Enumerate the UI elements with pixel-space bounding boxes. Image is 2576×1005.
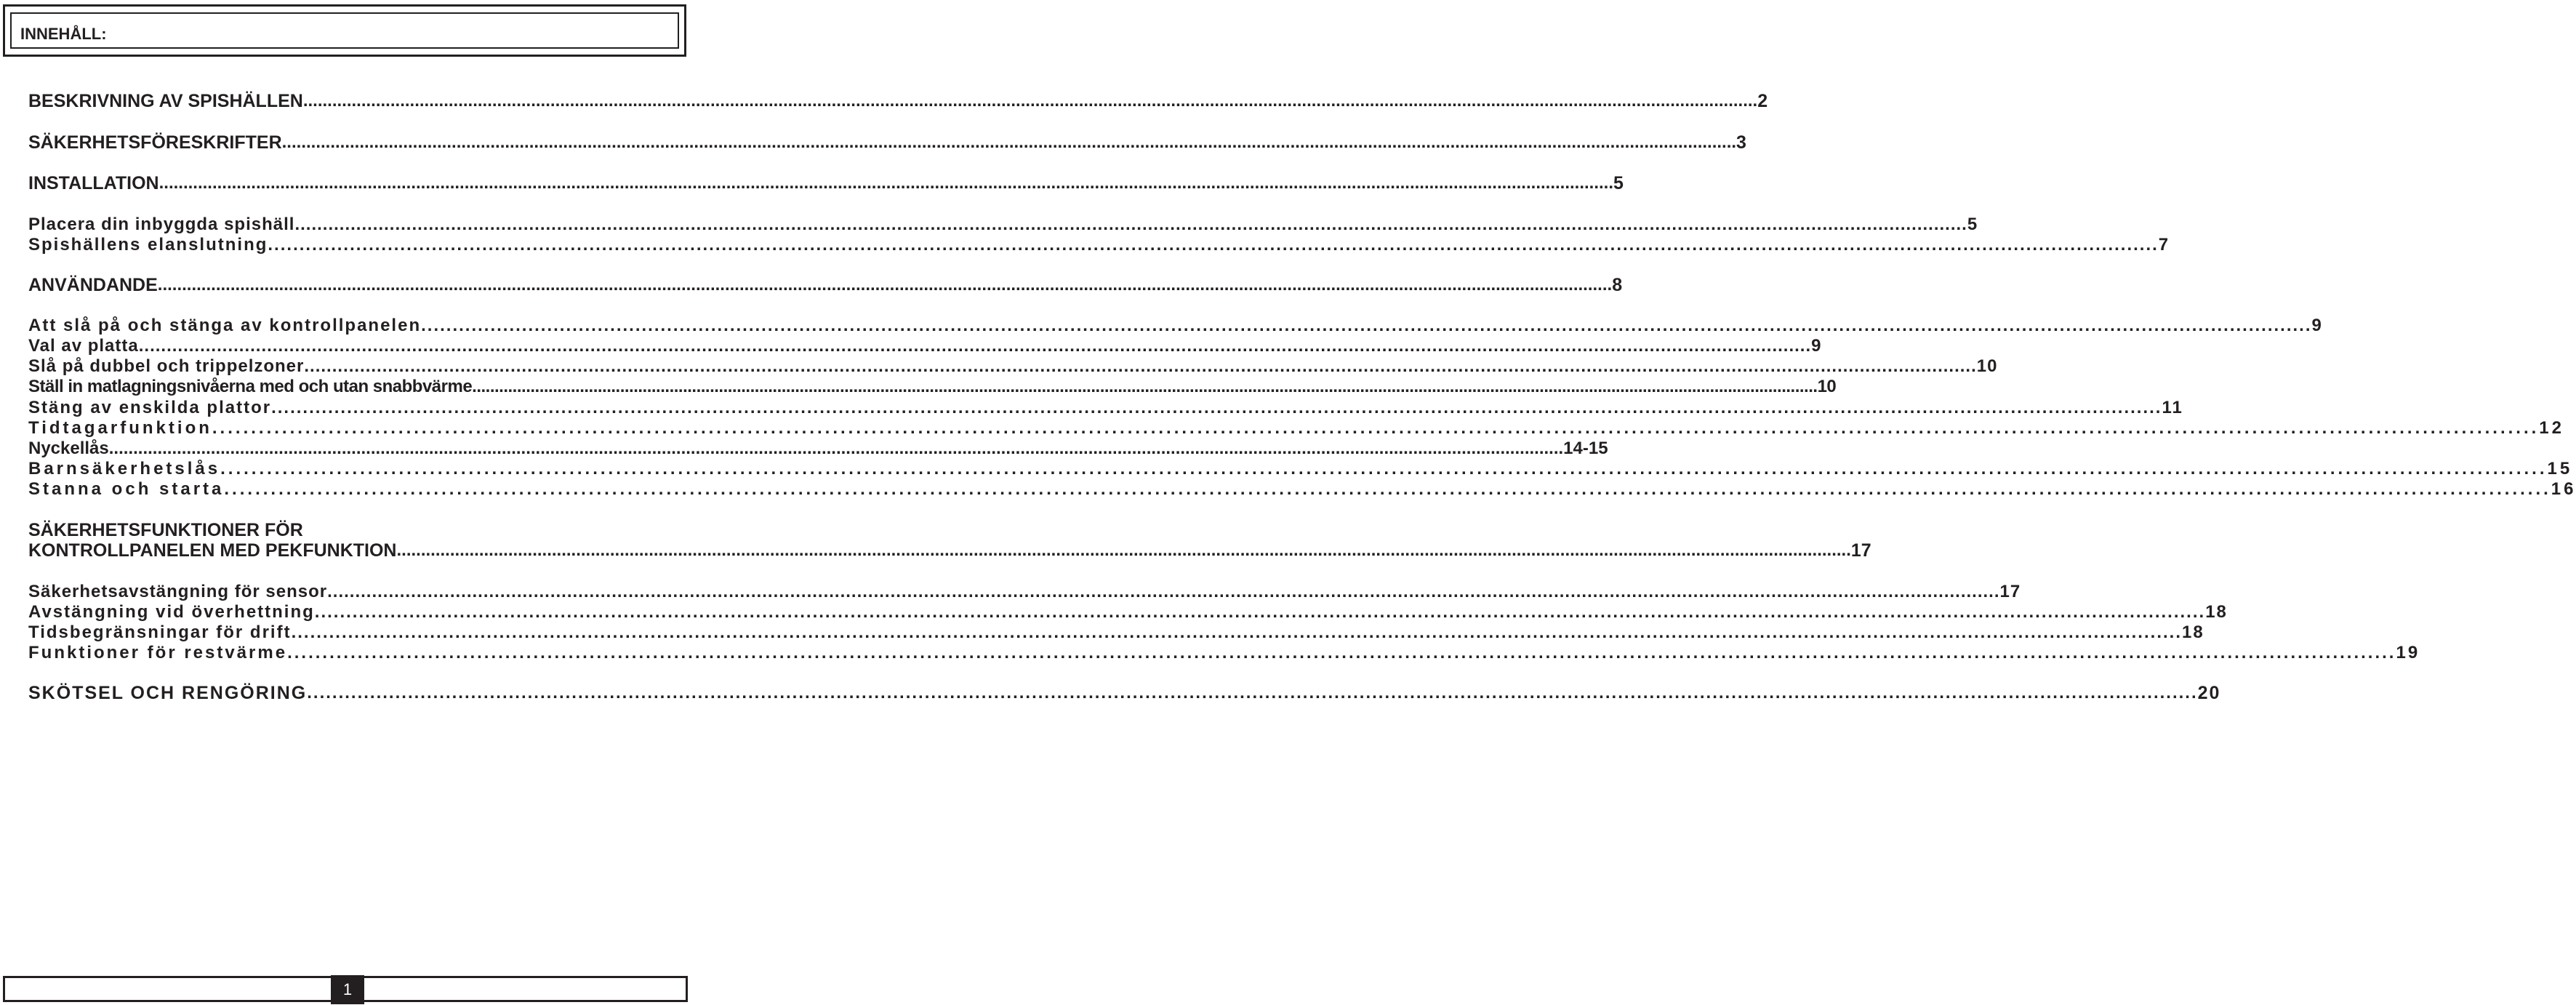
toc-entry[interactable] [28, 417, 2564, 438]
toc-leader: ............................................................................................................................................................................................................................................................................................................ [281, 132, 1737, 152]
toc-entry-page: 16 [2551, 479, 2576, 499]
toc-entry-title: SÄKERHETSFÖRESKRIFTER [28, 132, 282, 153]
toc-leader: ............................................................................................................................................................................................................................................................................................................ [271, 398, 2162, 417]
toc-entry-title: Tidtagarfunktion [28, 418, 212, 438]
toc-entry-page: 10 [1976, 356, 1998, 376]
toc-leader: ............................................................................................................................................................................................................................................................................................................ [304, 356, 1977, 376]
toc-entry[interactable] [28, 90, 1768, 111]
toc-entry-title: Funktioner för restvärme [28, 643, 288, 662]
toc-entry-page: 19 [2396, 643, 2420, 662]
toc-header-frame [3, 4, 686, 57]
toc-entry[interactable] [28, 132, 1746, 153]
toc-entry-page: 7 [2158, 235, 2170, 255]
toc-entry-title: Tidsbegränsningar för drift [28, 622, 292, 642]
toc-entry-title: Spishällens elanslutning [28, 235, 268, 255]
toc-entry-page: 14-15 [1563, 439, 1608, 458]
toc-entry[interactable] [28, 642, 2420, 662]
toc-leader: ............................................................................................................................................................................................................................................................................................................ [212, 418, 2540, 438]
toc-entry-title: KONTROLLPANELEN MED PEKFUNKTION [28, 540, 397, 561]
toc-section-heading [28, 519, 694, 540]
toc-entry-page: 2 [1757, 91, 1768, 111]
toc-entry-title: Val av platta [28, 336, 139, 356]
toc-entry-title: Stäng av enskilda plattor [28, 398, 272, 417]
toc-heading: INNEHÅLL: [20, 25, 107, 43]
toc-entry[interactable] [28, 540, 1871, 561]
toc-entry[interactable] [28, 479, 2576, 499]
toc-header-inner-frame [10, 12, 679, 49]
toc-leader: ............................................................................................................................................................................................................................................................................................................ [268, 235, 2159, 255]
toc-entry-title: Stanna och starta [28, 479, 225, 499]
toc-leader: ............................................................................................................................................................................................................................................................................................................ [157, 275, 1613, 295]
toc-leader: ............................................................................................................................................................................................................................................................................................................ [159, 173, 1613, 193]
toc-entry[interactable] [28, 234, 2170, 255]
toc-entry[interactable] [28, 438, 1608, 458]
toc-entry-title: Ställ in matlagningsnivåerna med och utan snabbvärme [28, 377, 473, 396]
toc-leader: ............................................................................................................................................................................................................................................................................................................ [294, 215, 1967, 234]
toc-entry-title: SKÖTSEL OCH RENGÖRING [28, 683, 308, 703]
toc-entry-page: 15 [2547, 459, 2573, 479]
toc-entry-title: Säkerhetsavstängning för sensor [28, 582, 328, 601]
toc-entry-title: Slå på dubbel och trippelzoner [28, 356, 305, 376]
toc-leader: ............................................................................................................................................................................................................................................................................................................ [396, 540, 1851, 560]
toc-entry-page: 5 [1613, 173, 1624, 193]
toc-entry-page: 9 [1811, 336, 1822, 356]
toc-entry[interactable] [28, 622, 2204, 642]
toc-entry[interactable] [28, 397, 2183, 417]
toc-entry-title: ANVÄNDANDE [28, 275, 158, 295]
toc-entry-page: 18 [2205, 602, 2228, 622]
toc-entry-page: 20 [2197, 683, 2221, 703]
toc-entry-page: 8 [1612, 275, 1623, 295]
toc-leader: ............................................................................................................................................................................................................................................................................................................ [108, 439, 1564, 458]
toc-entry-page: 11 [2162, 398, 2183, 417]
toc-entry-page: 18 [2181, 622, 2204, 642]
page-number: 1 [331, 975, 364, 1004]
toc-entry-page: 3 [1736, 132, 1746, 153]
toc-entry[interactable] [28, 214, 1978, 234]
toc-entry-page: 17 [1999, 582, 2021, 601]
toc-entry[interactable] [28, 601, 2228, 622]
toc-entry-page: 10 [1817, 377, 1837, 396]
toc-entry-title: Nyckellås [28, 439, 109, 458]
toc-entry-title: INSTALLATION [28, 173, 159, 193]
toc-entry[interactable] [28, 458, 2573, 479]
toc-leader: ............................................................................................................................................................................................................................................................................................................ [287, 643, 2396, 662]
toc-entry[interactable] [28, 172, 1624, 193]
toc-entry-page: 9 [2311, 316, 2323, 335]
toc-entry[interactable] [28, 274, 1623, 295]
toc-leader: ............................................................................................................................................................................................................................................................................................................ [314, 602, 2206, 622]
toc-leader: ............................................................................................................................................................................................................................................................................................................ [138, 336, 1812, 356]
toc-entry-page: 5 [1967, 215, 1978, 234]
toc-entry-title: BESKRIVNING AV SPISHÄLLEN [28, 91, 303, 111]
toc-entry[interactable] [28, 335, 1822, 356]
toc-entry-title: Placera din inbyggda spishäll [28, 215, 295, 234]
toc-leader: ............................................................................................................................................................................................................................................................................................................ [302, 91, 1758, 111]
toc-entry-title: SÄKERHETSFUNKTIONER FÖR [28, 520, 303, 540]
toc-entry-title: Avstängning vid överhettning [28, 602, 315, 622]
toc-entry-page: 12 [2539, 418, 2564, 438]
toc-entry-title: Barnsäkerhetslås [28, 459, 221, 479]
toc-entry[interactable] [28, 376, 1837, 396]
toc-entry[interactable] [28, 581, 2021, 601]
toc-entry[interactable] [28, 315, 2323, 335]
toc-leader: ............................................................................................................................................................................................................................................................................................................ [307, 683, 2198, 702]
toc-leader: ............................................................................................................................................................................................................................................................................................................ [472, 377, 1818, 396]
toc-entry-title: Att slå på och stänga av kontrollpanelen [28, 316, 422, 335]
toc-entry[interactable] [28, 356, 1998, 376]
toc-entry[interactable] [28, 682, 2221, 703]
toc-leader: ............................................................................................................................................................................................................................................................................................................ [291, 622, 2182, 642]
toc-entry-page: 17 [1850, 540, 1871, 561]
toc-leader: ............................................................................................................................................................................................................................................................................................................ [327, 582, 2000, 601]
toc-leader: ............................................................................................................................................................................................................................................................................................................ [224, 479, 2551, 499]
toc-leader: ............................................................................................................................................................................................................................................................................................................ [220, 459, 2548, 479]
toc-leader: ............................................................................................................................................................................................................................................................................................................ [421, 316, 2312, 335]
